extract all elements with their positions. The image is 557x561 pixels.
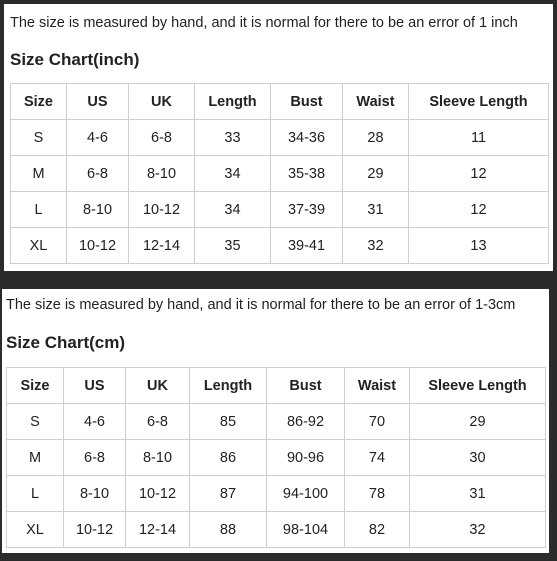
table-cell: 86-92 xyxy=(267,404,345,440)
table-cell: 87 xyxy=(190,476,267,512)
table-cell: 10-12 xyxy=(126,476,190,512)
table-cell: 8-10 xyxy=(67,192,129,228)
table-cell: 6-8 xyxy=(67,156,129,192)
table-cell: 13 xyxy=(409,228,549,264)
table-cell: 6-8 xyxy=(126,404,190,440)
table-cell: 86 xyxy=(190,440,267,476)
table-cell: 12 xyxy=(409,156,549,192)
table-row xyxy=(11,156,549,192)
table-cell: 90-96 xyxy=(267,440,345,476)
table-cell: L xyxy=(11,192,67,228)
header-length: Length xyxy=(195,84,271,120)
table-cell: L xyxy=(7,476,64,512)
header-sleeve-length: Sleeve Length xyxy=(410,368,546,404)
table-cell: 85 xyxy=(190,404,267,440)
table-cell: 10-12 xyxy=(67,228,129,264)
table-cell: 88 xyxy=(190,512,267,548)
table-cell: 4-6 xyxy=(64,404,126,440)
table-cell: M xyxy=(11,156,67,192)
table-cell: 8-10 xyxy=(129,156,195,192)
table-cell: 32 xyxy=(343,228,409,264)
table-cell: 10-12 xyxy=(129,192,195,228)
header-waist: Waist xyxy=(343,84,409,120)
table-cell: 31 xyxy=(343,192,409,228)
table-cell: 34 xyxy=(195,156,271,192)
table-cell: 37-39 xyxy=(271,192,343,228)
table-row xyxy=(7,512,546,548)
table-cell: 35-38 xyxy=(271,156,343,192)
table-row xyxy=(11,192,549,228)
table-row xyxy=(7,440,546,476)
table-cell: 32 xyxy=(410,512,546,548)
table-row xyxy=(11,228,549,264)
header-waist: Waist xyxy=(345,368,410,404)
table-cell: 29 xyxy=(343,156,409,192)
table-cell: 33 xyxy=(195,120,271,156)
header-uk: UK xyxy=(126,368,190,404)
header-bust: Bust xyxy=(267,368,345,404)
table-cell: 82 xyxy=(345,512,410,548)
size-table-inch xyxy=(10,83,549,264)
table-cell: XL xyxy=(11,228,67,264)
table-cell: 6-8 xyxy=(129,120,195,156)
table-cell: 39-41 xyxy=(271,228,343,264)
table-cell: S xyxy=(7,404,64,440)
size-chart-inch-panel xyxy=(4,4,553,271)
header-size: Size xyxy=(7,368,64,404)
chart-title: Size Chart(inch) xyxy=(10,50,140,69)
header-sleeve-length: Sleeve Length xyxy=(409,84,549,120)
size-chart-cm-panel xyxy=(2,289,549,553)
table-row xyxy=(11,120,549,156)
table-cell: 94-100 xyxy=(267,476,345,512)
table-cell: 35 xyxy=(195,228,271,264)
header-bust: Bust xyxy=(271,84,343,120)
table-cell: 78 xyxy=(345,476,410,512)
table-cell: 6-8 xyxy=(64,440,126,476)
table-cell: 4-6 xyxy=(67,120,129,156)
header-us: US xyxy=(67,84,129,120)
table-cell: 98-104 xyxy=(267,512,345,548)
table-row xyxy=(7,404,546,440)
table-cell: 8-10 xyxy=(126,440,190,476)
table-cell: 12-14 xyxy=(126,512,190,548)
table-cell: 29 xyxy=(410,404,546,440)
header-uk: UK xyxy=(129,84,195,120)
table-cell: 74 xyxy=(345,440,410,476)
header-size: Size xyxy=(11,84,67,120)
table-cell: S xyxy=(11,120,67,156)
measurement-note: The size is measured by hand, and it is normal for there to be an error of 1 inch xyxy=(10,15,518,31)
table-cell: 70 xyxy=(345,404,410,440)
table-cell: 34-36 xyxy=(271,120,343,156)
table-cell: 28 xyxy=(343,120,409,156)
header-us: US xyxy=(64,368,126,404)
table-header-row xyxy=(7,368,546,404)
header-length: Length xyxy=(190,368,267,404)
table-cell: 11 xyxy=(409,120,549,156)
size-table-cm xyxy=(6,367,546,548)
table-cell: 12 xyxy=(409,192,549,228)
table-cell: 31 xyxy=(410,476,546,512)
table-cell: M xyxy=(7,440,64,476)
table-cell: 12-14 xyxy=(129,228,195,264)
table-cell: 8-10 xyxy=(64,476,126,512)
chart-title: Size Chart(cm) xyxy=(6,333,126,352)
table-cell: XL xyxy=(7,512,64,548)
table-cell: 34 xyxy=(195,192,271,228)
table-row xyxy=(7,476,546,512)
table-cell: 30 xyxy=(410,440,546,476)
table-cell: 10-12 xyxy=(64,512,126,548)
table-header-row xyxy=(11,84,549,120)
measurement-note: The size is measured by hand, and it is normal for there to be an error of 1-3cm xyxy=(6,297,516,313)
